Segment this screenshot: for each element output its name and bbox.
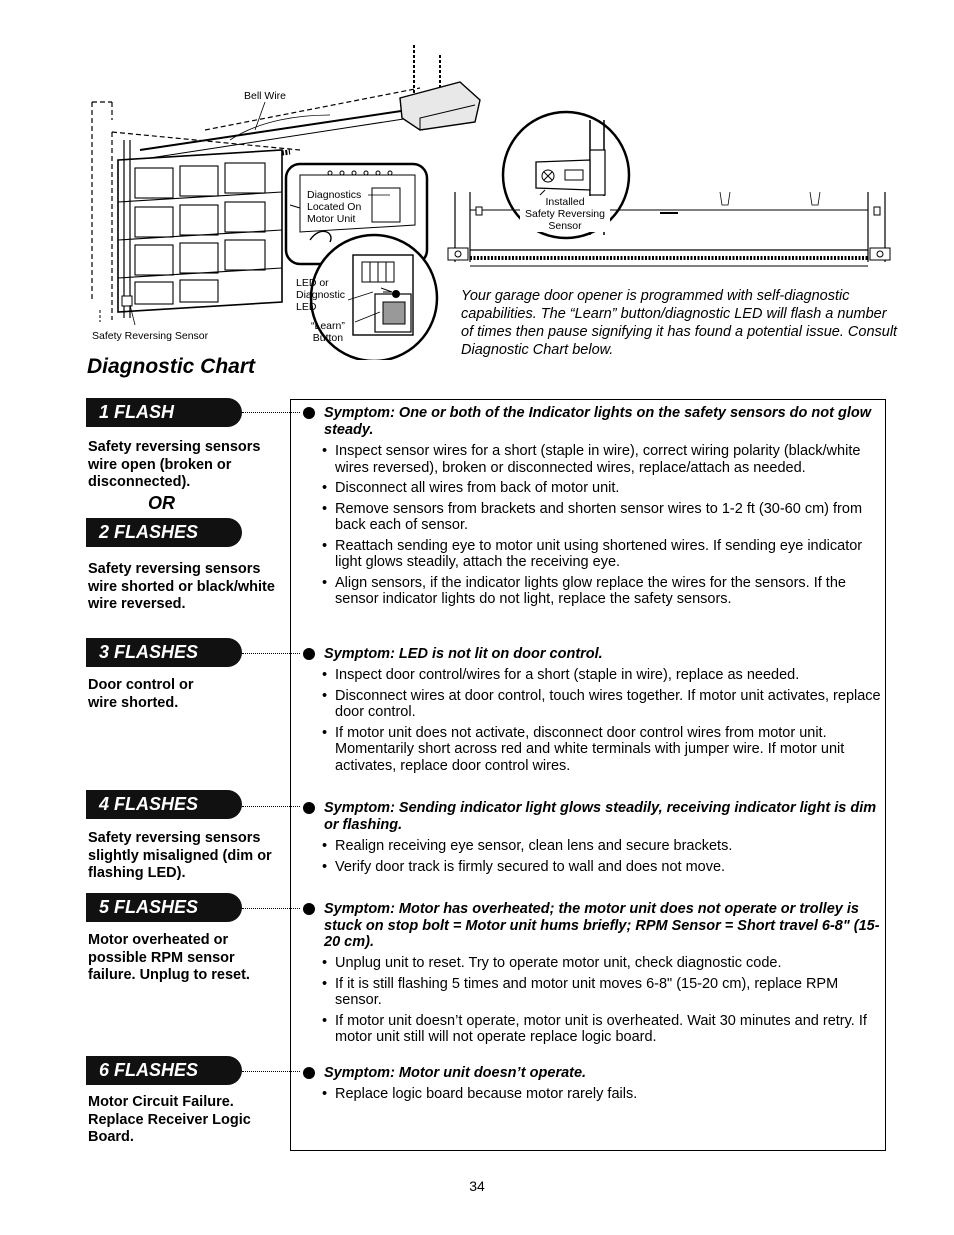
flash-3-pill: 3 FLASHES [86, 638, 242, 667]
or-separator: OR [148, 493, 175, 513]
diagnostics-label: Diagnostics Located On Motor Unit [307, 189, 362, 225]
fix-item: • Disconnect wires at door control, touch wires together. If motor unit activates, replace door control. [322, 688, 884, 721]
led-label: LED or Diagnostic LED [296, 277, 346, 313]
symptom-1-dot [303, 407, 315, 419]
symptom-5-dot [303, 1067, 315, 1079]
fix-item: • Replace logic board because motor rarely fails. [322, 1086, 884, 1103]
learn-button-label: “Learn” Button [311, 320, 345, 344]
fix-item: • Realign receiving eye sensor, clean lens and secure brackets. [322, 838, 884, 855]
intro-text: Your garage door opener is programmed with self-diagnostic capabilities. The “Learn” button/diagnostic LED will flash a number of times then pause signifying it has found a potential issue. Consult Diagnostic Chart below. [461, 288, 898, 358]
symptom-1-title: Symptom: One or both of the Indicator lights on the safety sensors do not glow steady. [324, 405, 871, 438]
symptom-4-title: Symptom: Motor has overheated; the motor unit does not operate or trolley is stuck on stop bolt = Motor unit hums briefly; RPM Sensor = Short travel 6-8" (15-20 cm). [324, 901, 880, 950]
flash-6-cause: Motor Circuit Failure. Replace Receiver Logic Board. [88, 1094, 251, 1145]
symptom-3-dot [303, 802, 315, 814]
symptom-4-fixes [322, 955, 884, 1050]
symptom-5-fixes [322, 1086, 884, 1107]
page-number: 34 [469, 1178, 485, 1194]
fix-item: • Inspect door control/wires for a short (staple in wire), replace as needed. [322, 667, 884, 684]
symptom-2-fixes [322, 667, 884, 778]
symptom-3-fixes [322, 838, 884, 879]
fix-item: • Align sensors, if the indicator lights glow replace the wires for the sensors. If the sensor indicator lights do not light, replace the safety sensors. [322, 575, 884, 608]
fix-item: • If it is still flashing 5 times and motor unit moves 6-8" (15-20 cm), replace RPM sensor. [322, 976, 884, 1009]
fix-item: • If motor unit doesn’t operate, motor unit is overheated. Wait 30 minutes and retry. If motor unit still will not operate replace logic board. [322, 1013, 884, 1046]
fix-item: • Verify door track is firmly secured to wall and does not move. [322, 859, 884, 876]
fix-item: • Inspect sensor wires for a short (staple in wire), correct wiring polarity (black/white wires reversed), broken or disconnected wires, replace/attach as needed. [322, 443, 884, 476]
symptom-3-title: Symptom: Sending indicator light glows steadily, receiving indicator light is dim or flashing. [324, 800, 877, 833]
installed-sensor-label: Installed Safety Reversing Sensor [520, 196, 610, 232]
flash-1-pill: 1 FLASH [86, 398, 242, 427]
bell-wire-label: Bell Wire [244, 90, 287, 102]
fix-item: • If motor unit does not activate, disconnect door control wires from motor unit. Momentarily short across red and white terminals with jumper wire. If motor unit activates, replace door control wires. [322, 725, 884, 775]
symptom-4-dot [303, 903, 315, 915]
symptom-1-fixes [322, 443, 884, 612]
fix-item: • Disconnect all wires from back of motor unit. [322, 480, 884, 497]
fix-item: • Reattach sending eye to motor unit using shortened wires. If sending eye indicator light glows steadily, attach the receiving eye. [322, 538, 884, 571]
flash-2-cause: Safety reversing sensors wire shorted or black/white wire reversed. [88, 561, 275, 612]
flash-2-pill: 2 FLASHES [86, 518, 242, 547]
flash-4-cause: Safety reversing sensors slightly misaligned (dim or flashing LED). [88, 830, 272, 881]
flash-6-pill: 6 FLASHES [86, 1056, 242, 1085]
fix-item: • Remove sensors from brackets and shorten sensor wires to 1-2 ft (30-60 cm) from back each of sensor. [322, 501, 884, 534]
flash-4-pill: 4 FLASHES [86, 790, 242, 819]
safety-sensor-label: Safety Reversing Sensor [92, 330, 209, 342]
chart-title: Diagnostic Chart [87, 355, 256, 378]
flash-1-cause: Safety reversing sensors wire open (broken or disconnected). [88, 439, 261, 490]
symptom-5-title: Symptom: Motor unit doesn’t operate. [324, 1065, 587, 1081]
flash-5-pill: 5 FLASHES [86, 893, 242, 922]
symptom-2-title: Symptom: LED is not lit on door control. [324, 646, 603, 662]
symptom-2-dot [303, 648, 315, 660]
fix-item: • Unplug unit to reset. Try to operate motor unit, check diagnostic code. [322, 955, 884, 972]
flash-5-cause: Motor overheated or possible RPM sensor failure. Unplug to reset. [88, 932, 250, 983]
flash-3-cause: Door control or wire shorted. [88, 677, 194, 711]
